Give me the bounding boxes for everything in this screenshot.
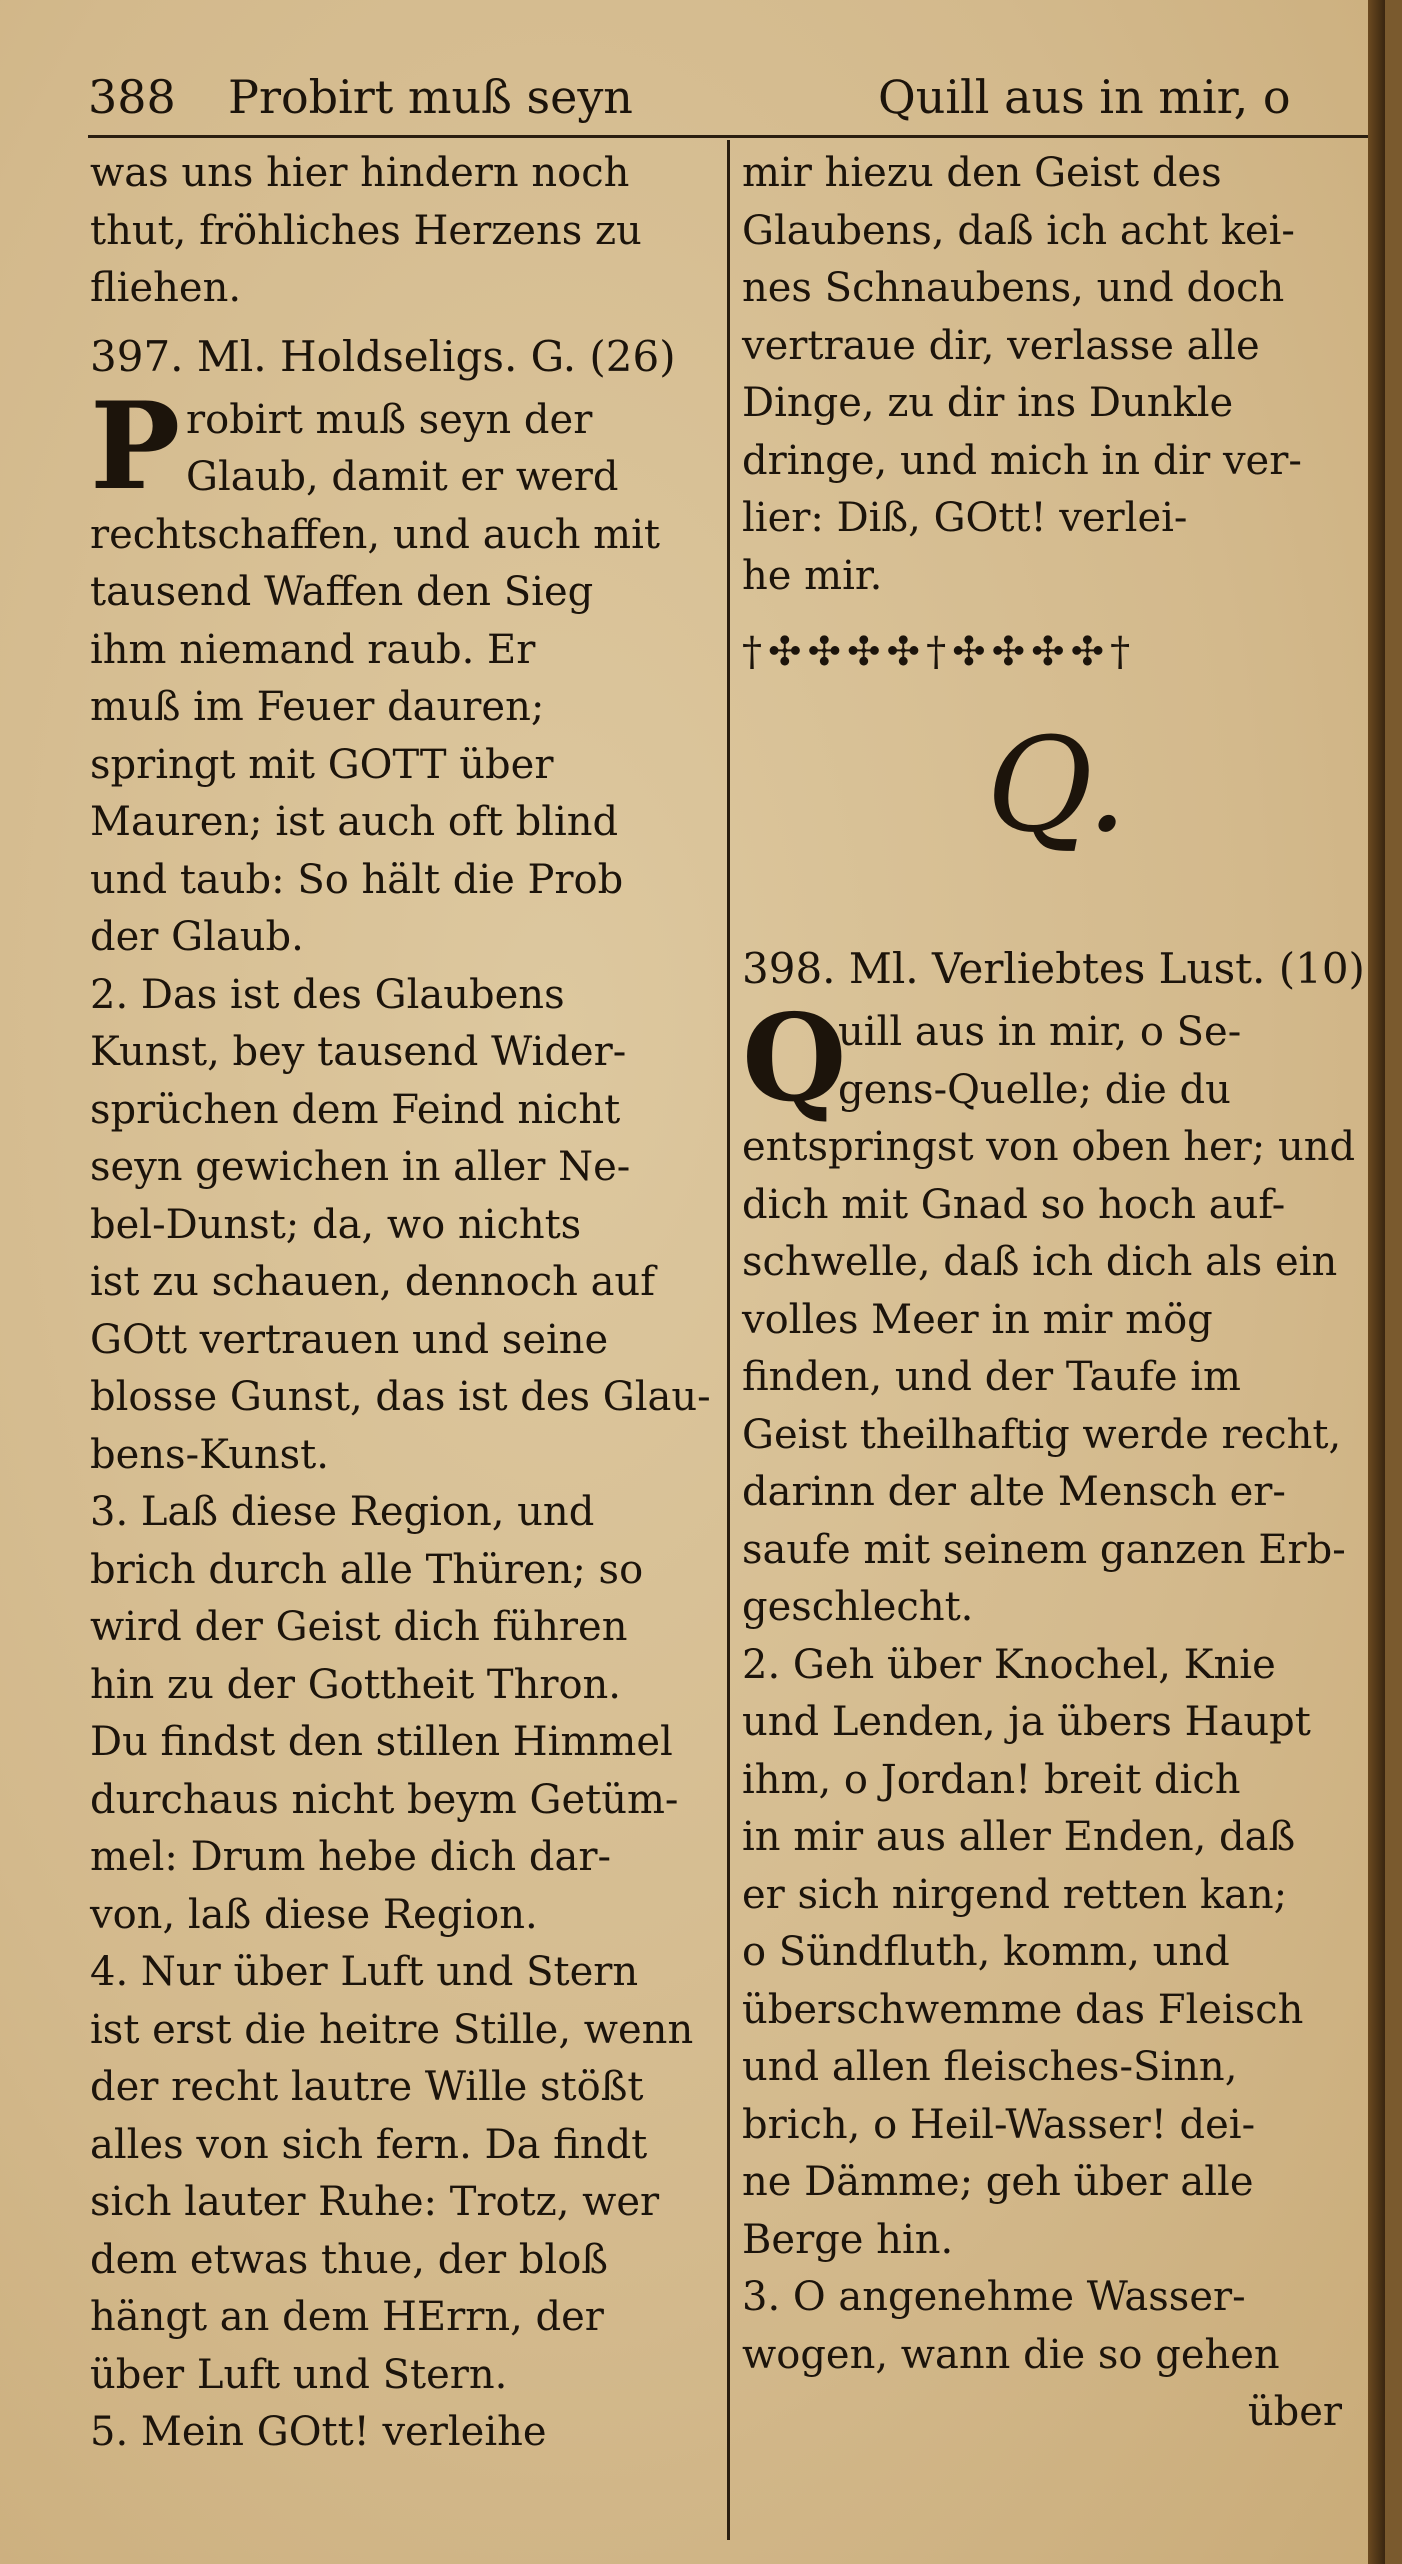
text-line: und Lenden, ja übers Haupt <box>742 1699 1311 1745</box>
carry-over-text <box>742 145 1372 605</box>
text-line: Dinge, zu dir ins Dunkle <box>742 380 1234 426</box>
text-line: in mir aus aller Enden, daß <box>742 1814 1296 1860</box>
catchword: über <box>1247 2389 1342 2435</box>
text-line: Geist theilhaftig werde recht, <box>742 1411 1342 1458</box>
hymn-heading: 397. Ml. Holdseligs. G. (26) <box>90 331 676 381</box>
left-column <box>90 145 720 2462</box>
text-line: volles Meer in mir mög <box>742 1296 1213 1343</box>
text-line: 3. O angenehme Wasser- <box>742 2274 1246 2320</box>
text-line: hin zu der Gottheit Thron. <box>90 1661 622 1708</box>
ornament-divider: †✣✣✣✣†✣✣✣✣† <box>742 629 1137 675</box>
text-line: Berge hin. <box>742 2216 954 2263</box>
text-line: von, laß diese Region. <box>90 1891 538 1938</box>
text-line: rechtschaffen, und auch mit <box>90 511 660 558</box>
text-line: über Luft und Stern. <box>90 2351 508 2398</box>
text-line: springt mit GOTT über <box>90 741 554 788</box>
text-line: finden, und der Taufe im <box>742 1354 1241 1400</box>
hymn-opening <box>90 375 720 517</box>
hymn-heading: 398. Ml. Verliebtes Lust. (10) <box>742 944 1365 993</box>
text-line: darinn der alte Mensch er- <box>742 1469 1286 1515</box>
text-line: dich mit Gnad so hoch auf- <box>742 1181 1286 1228</box>
text-line: GOtt vertrauen und seine <box>90 1316 609 1363</box>
text-line: saufe mit seinem ganzen Erb- <box>742 1526 1346 1573</box>
text-line: he mir. <box>742 552 883 599</box>
text-line: geschlecht. <box>742 1584 974 1630</box>
hymn-opening <box>742 988 1372 1129</box>
page-number: 388 <box>88 70 176 124</box>
text-line: uill aus in mir, o Se- <box>838 1009 1242 1055</box>
text-line: der recht lautre Wille stößt <box>90 2064 644 2110</box>
carry-over-text <box>90 145 720 318</box>
text-line: überschwemme das Fleisch <box>742 1986 1304 2033</box>
text-line: durchaus nicht beym Getüm- <box>90 1776 679 1823</box>
text-line: ist erst die heitre Stille, wenn <box>90 2006 694 2053</box>
text-line: fliehen. <box>90 265 242 311</box>
text-line: dringe, und mich in dir ver- <box>742 437 1302 484</box>
text-line: brich, o Heil-Wasser! dei- <box>742 2101 1256 2148</box>
header-rule <box>88 135 1368 138</box>
text-line: vertraue dir, verlasse alle <box>742 322 1260 369</box>
text-line: tausend Waffen den Sieg <box>90 569 594 615</box>
text-line: er sich nirgend retten kan; <box>742 1871 1288 1918</box>
text-line: alles von sich fern. Da findt <box>90 2121 648 2168</box>
text-line: sprüchen dem Feind nicht <box>90 1086 621 1133</box>
text-line: Du findst den stillen Himmel <box>90 1719 673 1765</box>
text-line: Glaubens, daß ich acht kei- <box>742 207 1295 254</box>
hymn-398 <box>742 940 1372 2442</box>
text-line: sich lauter Ruhe: Trotz, wer <box>90 2179 660 2225</box>
text-line: 5. Mein GOtt! verleihe <box>90 2409 547 2455</box>
text-line: 4. Nur über Luft und Stern <box>90 1949 639 1995</box>
running-head-right: Quill aus in mir, o <box>878 70 1291 124</box>
text-line: mir hiezu den Geist des <box>742 150 1222 196</box>
text-line: hängt an dem HErrn, der <box>90 2294 604 2340</box>
text-line: ist zu schauen, dennoch auf <box>90 1259 655 1305</box>
text-line: Mauren; ist auch oft blind <box>90 799 619 845</box>
text-line: bel-Dunst; da, wo nichts <box>90 1201 582 1248</box>
text-line: Glaub, damit er werd <box>186 454 619 500</box>
text-line: der Glaub. <box>90 914 304 960</box>
text-line: brich durch alle Thüren; so <box>90 1546 644 1593</box>
running-head-left: Probirt muß seyn <box>228 70 633 124</box>
text-line: robirt muß seyn der <box>186 396 593 443</box>
column-divider <box>727 140 730 2540</box>
text-line: ihm, o Jordan! breit dich <box>742 1756 1241 1803</box>
text-line: ne Dämme; geh über alle <box>742 2159 1254 2205</box>
text-line: 2. Geh über Knochel, Knie <box>742 1641 1276 1688</box>
text-line: Kunst, bey tausend Wider- <box>90 1029 627 1075</box>
text-line: mel: Drum hebe dich dar- <box>90 1834 611 1880</box>
hymn-397 <box>90 328 720 2462</box>
text-line: lier: Diß, GOtt! verlei- <box>742 495 1188 541</box>
text-line: schwelle, daß ich dich als ein <box>742 1239 1338 1285</box>
page-edge <box>1368 0 1385 2564</box>
text-line: wogen, wann die so gehen <box>742 2331 1280 2378</box>
text-line: bens-Kunst. <box>90 1431 329 1478</box>
drop-cap: P <box>90 375 181 517</box>
page-header <box>88 60 1378 140</box>
text-line: dem etwas thue, der bloß <box>90 2236 609 2283</box>
text-line: seyn gewichen in aller Ne- <box>90 1144 631 1190</box>
text-line: muß im Feuer dauren; <box>90 684 545 730</box>
text-line: o Sündfluth, komm, und <box>742 1929 1230 1975</box>
text-line: gens-Quelle; die du <box>838 1066 1231 1113</box>
text-line: was uns hier hindern noch <box>90 150 630 196</box>
text-line: wird der Geist dich führen <box>90 1604 628 1650</box>
text-line: 3. Laß diese Region, und <box>90 1489 595 1535</box>
text-line: nes Schnaubens, und doch <box>742 265 1285 311</box>
section-letter: Q. <box>986 709 1128 861</box>
text-line: thut, fröhliches Herzens zu <box>90 207 642 254</box>
text-line: und taub: So hält die Prob <box>90 856 624 903</box>
text-line: entspringst von oben her; und <box>742 1124 1356 1170</box>
right-column <box>742 145 1372 2442</box>
text-line: ihm niemand raub. Er <box>90 626 536 673</box>
text-line: 2. Das ist des Glaubens <box>90 971 565 1018</box>
text-line: und allen fleisches-Sinn, <box>742 2044 1238 2090</box>
text-line: blosse Gunst, das ist des Glau- <box>90 1374 711 1420</box>
drop-cap: Q <box>742 988 847 1129</box>
